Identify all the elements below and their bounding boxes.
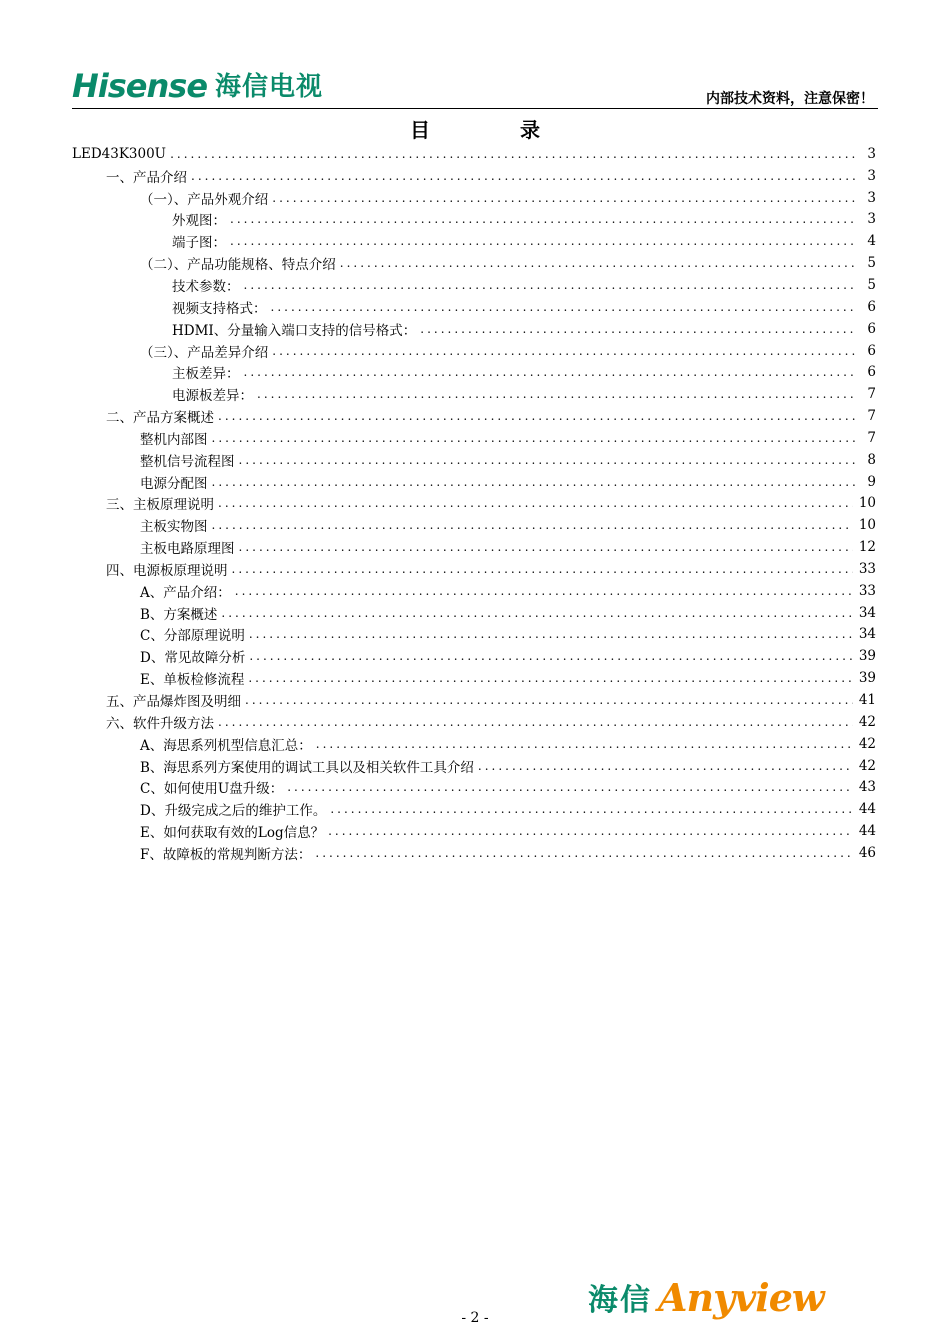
toc-entry-label: 视频支持格式：	[172, 300, 267, 317]
toc-entry-page: 33	[858, 582, 876, 599]
toc-entry-label: （二）、产品功能规格、特点介绍	[140, 257, 336, 274]
toc-entry[interactable]	[72, 383, 876, 405]
toc-entry-page: 4	[867, 233, 876, 250]
toc-entry[interactable]	[72, 143, 876, 165]
toc-entry[interactable]	[72, 667, 876, 689]
toc-leader-dots	[221, 606, 852, 620]
toc-entry-label: E、单板检修流程	[140, 672, 245, 689]
toc-entry-page: 3	[867, 211, 876, 228]
toc-entry[interactable]	[72, 776, 876, 798]
toc-entry[interactable]	[72, 580, 876, 602]
toc-entry-page: 34	[858, 604, 876, 621]
hisense-logo	[72, 67, 324, 105]
toc-entry-page: 3	[867, 167, 876, 184]
toc-leader-dots	[315, 846, 852, 860]
toc-leader-dots	[170, 147, 856, 161]
toc-entry[interactable]	[72, 252, 876, 274]
toc-entry-label: HDMI、分量输入端口支持的信号格式：	[172, 322, 417, 339]
toc-entry-page: 7	[867, 386, 876, 403]
page-number: - 2 -	[461, 1310, 489, 1326]
toc-entry[interactable]	[72, 536, 876, 558]
toc-entry-page: 3	[867, 145, 876, 162]
toc-entry-page: 44	[858, 823, 876, 840]
toc-leader-dots	[235, 584, 853, 598]
toc-entry-page: 10	[858, 495, 876, 512]
toc-entry[interactable]	[72, 842, 876, 864]
toc-entry-page: 34	[858, 626, 876, 643]
toc-entry-page: 42	[858, 735, 876, 752]
toc-entry[interactable]	[72, 755, 876, 777]
toc-entry-label: C、分部原理说明	[140, 628, 245, 645]
toc-leader-dots	[257, 387, 856, 401]
toc-entry-label: A、海思系列机型信息汇总：	[140, 737, 312, 754]
toc-leader-dots	[218, 715, 853, 729]
page-title: 目录	[410, 118, 630, 142]
toc-entry-page: 43	[858, 779, 876, 796]
toc-entry[interactable]	[72, 449, 876, 471]
toc-leader-dots	[218, 409, 856, 423]
toc-entry-page: 7	[867, 408, 876, 425]
toc-entry-page: 6	[867, 342, 876, 359]
confidential-note: 内部技术资料，注意保密！	[706, 91, 874, 107]
toc-entry-label: 外观图：	[172, 213, 226, 230]
toc-entry-page: 42	[858, 713, 876, 730]
toc-leader-dots	[244, 365, 857, 379]
toc-entry-page: 6	[867, 320, 876, 337]
toc-leader-dots	[212, 518, 853, 532]
toc-entry[interactable]	[72, 493, 876, 515]
toc-entry[interactable]	[72, 471, 876, 493]
toc-leader-dots	[330, 802, 852, 816]
toc-entry-page: 44	[858, 801, 876, 818]
toc-entry[interactable]	[72, 733, 876, 755]
toc-entry-label: （三）、产品差异介绍	[140, 344, 269, 361]
toc-entry[interactable]	[72, 711, 876, 733]
toc-entry-page: 42	[858, 757, 876, 774]
toc-entry-label: 二、产品方案概述	[106, 410, 214, 427]
toc-leader-dots	[478, 759, 853, 773]
toc-entry-label: 五、产品爆炸图及明细	[106, 694, 241, 711]
toc-leader-dots	[232, 562, 853, 576]
toc-entry[interactable]	[72, 602, 876, 624]
toc-leader-dots	[239, 453, 857, 467]
toc-entry-label: 六、软件升级方法	[106, 715, 214, 732]
toc-leader-dots	[271, 300, 857, 314]
toc-entry[interactable]	[72, 209, 876, 231]
toc-entry-label: 主板差异：	[172, 366, 240, 383]
toc-entry-page: 33	[858, 560, 876, 577]
toc-entry-label: C、如何使用U盘升级：	[140, 781, 284, 798]
logo-chinese-text: 海信电视	[215, 72, 324, 102]
toc-entry-label: 端子图：	[172, 235, 226, 252]
toc-leader-dots	[244, 278, 857, 292]
toc-entry-label: F、故障板的常规判断方法：	[140, 846, 312, 863]
toc-entry-label: LED43K300U	[72, 145, 167, 162]
toc-leader-dots	[218, 496, 853, 510]
toc-entry[interactable]	[72, 187, 876, 209]
toc-entry[interactable]	[72, 820, 876, 842]
toc-entry-page: 41	[858, 692, 876, 709]
anyview-logo	[588, 1275, 824, 1320]
toc-entry[interactable]	[72, 645, 876, 667]
toc-leader-dots	[239, 540, 853, 554]
toc-entry[interactable]	[72, 165, 876, 187]
toc-entry[interactable]	[72, 361, 876, 383]
toc-entry-label: B、方案概述	[140, 606, 218, 623]
toc-entry[interactable]	[72, 274, 876, 296]
toc-leader-dots	[230, 212, 856, 226]
toc-entry-page: 46	[858, 844, 876, 861]
toc-entry[interactable]	[72, 230, 876, 252]
toc-entry-label: 主板实物图	[140, 519, 208, 536]
toc-entry[interactable]	[72, 514, 876, 536]
header-divider	[72, 108, 878, 109]
footer-logo-brand: Anyview	[658, 1275, 824, 1320]
toc-leader-dots	[328, 824, 853, 838]
toc-entry-label: D、升级完成之后的维护工作。	[140, 803, 327, 820]
toc-entry-page: 9	[867, 473, 876, 490]
toc-entry-label: 三、主板原理说明	[106, 497, 214, 514]
toc-leader-dots	[420, 322, 856, 336]
toc-entry-label: 整机信号流程图	[140, 453, 235, 470]
toc-entry-label: D、常见故障分析	[140, 650, 246, 667]
toc-leader-dots	[316, 737, 853, 751]
toc-entry-label: A、产品介绍：	[140, 584, 231, 601]
toc-entry[interactable]	[72, 318, 876, 340]
toc-leader-dots	[230, 234, 856, 248]
toc-entry-page: 3	[867, 189, 876, 206]
toc-leader-dots	[340, 256, 856, 270]
toc-entry[interactable]	[72, 405, 876, 427]
toc-entry[interactable]	[72, 558, 876, 580]
toc-entry-page: 10	[858, 517, 876, 534]
toc-leader-dots	[212, 431, 857, 445]
footer-logo-chinese: 海信	[588, 1283, 652, 1318]
toc-entry-label: 电源板差异：	[172, 388, 253, 405]
toc-entry-label: 主板电路原理图	[140, 541, 235, 558]
toc-entry-page: 6	[867, 298, 876, 315]
toc-entry-page: 39	[858, 670, 876, 687]
toc-entry-page: 6	[867, 364, 876, 381]
toc-leader-dots	[272, 191, 856, 205]
toc-entry-page: 7	[867, 429, 876, 446]
toc-entry[interactable]	[72, 340, 876, 362]
toc-entry[interactable]	[72, 624, 876, 646]
toc-entry-label: E、如何获取有效的Log信息？	[140, 825, 325, 842]
toc-leader-dots	[212, 475, 857, 489]
toc-entry[interactable]	[72, 798, 876, 820]
toc-leader-dots	[245, 693, 853, 707]
toc-entry-page: 8	[867, 451, 876, 468]
toc-leader-dots	[191, 169, 856, 183]
toc-leader-dots	[287, 780, 853, 794]
toc-leader-dots	[248, 671, 852, 685]
toc-entry-label: 电源分配图	[140, 475, 208, 492]
toc-entry-label: 四、电源板原理说明	[106, 562, 228, 579]
toc-entry-label: 整机内部图	[140, 431, 208, 448]
toc-entry-label: 技术参数：	[172, 278, 240, 295]
toc-entry[interactable]	[72, 427, 876, 449]
toc-entry[interactable]	[72, 296, 876, 318]
toc-entry-label: （一）、产品外观介绍	[140, 191, 269, 208]
toc-entry-page: 5	[867, 255, 876, 272]
toc-entry[interactable]	[72, 689, 876, 711]
toc-leader-dots	[249, 649, 852, 663]
logo-latin-text: Hisense	[72, 67, 208, 105]
table-of-contents	[72, 143, 876, 864]
toc-leader-dots	[249, 627, 853, 641]
toc-entry-label: B、海思系列方案使用的调试工具以及相关软件工具介绍	[140, 759, 474, 776]
toc-entry-page: 12	[858, 539, 876, 556]
toc-entry-label: 一、产品介绍	[106, 169, 187, 186]
toc-entry-page: 39	[858, 648, 876, 665]
toc-entry-page: 5	[867, 276, 876, 293]
toc-leader-dots	[272, 344, 856, 358]
